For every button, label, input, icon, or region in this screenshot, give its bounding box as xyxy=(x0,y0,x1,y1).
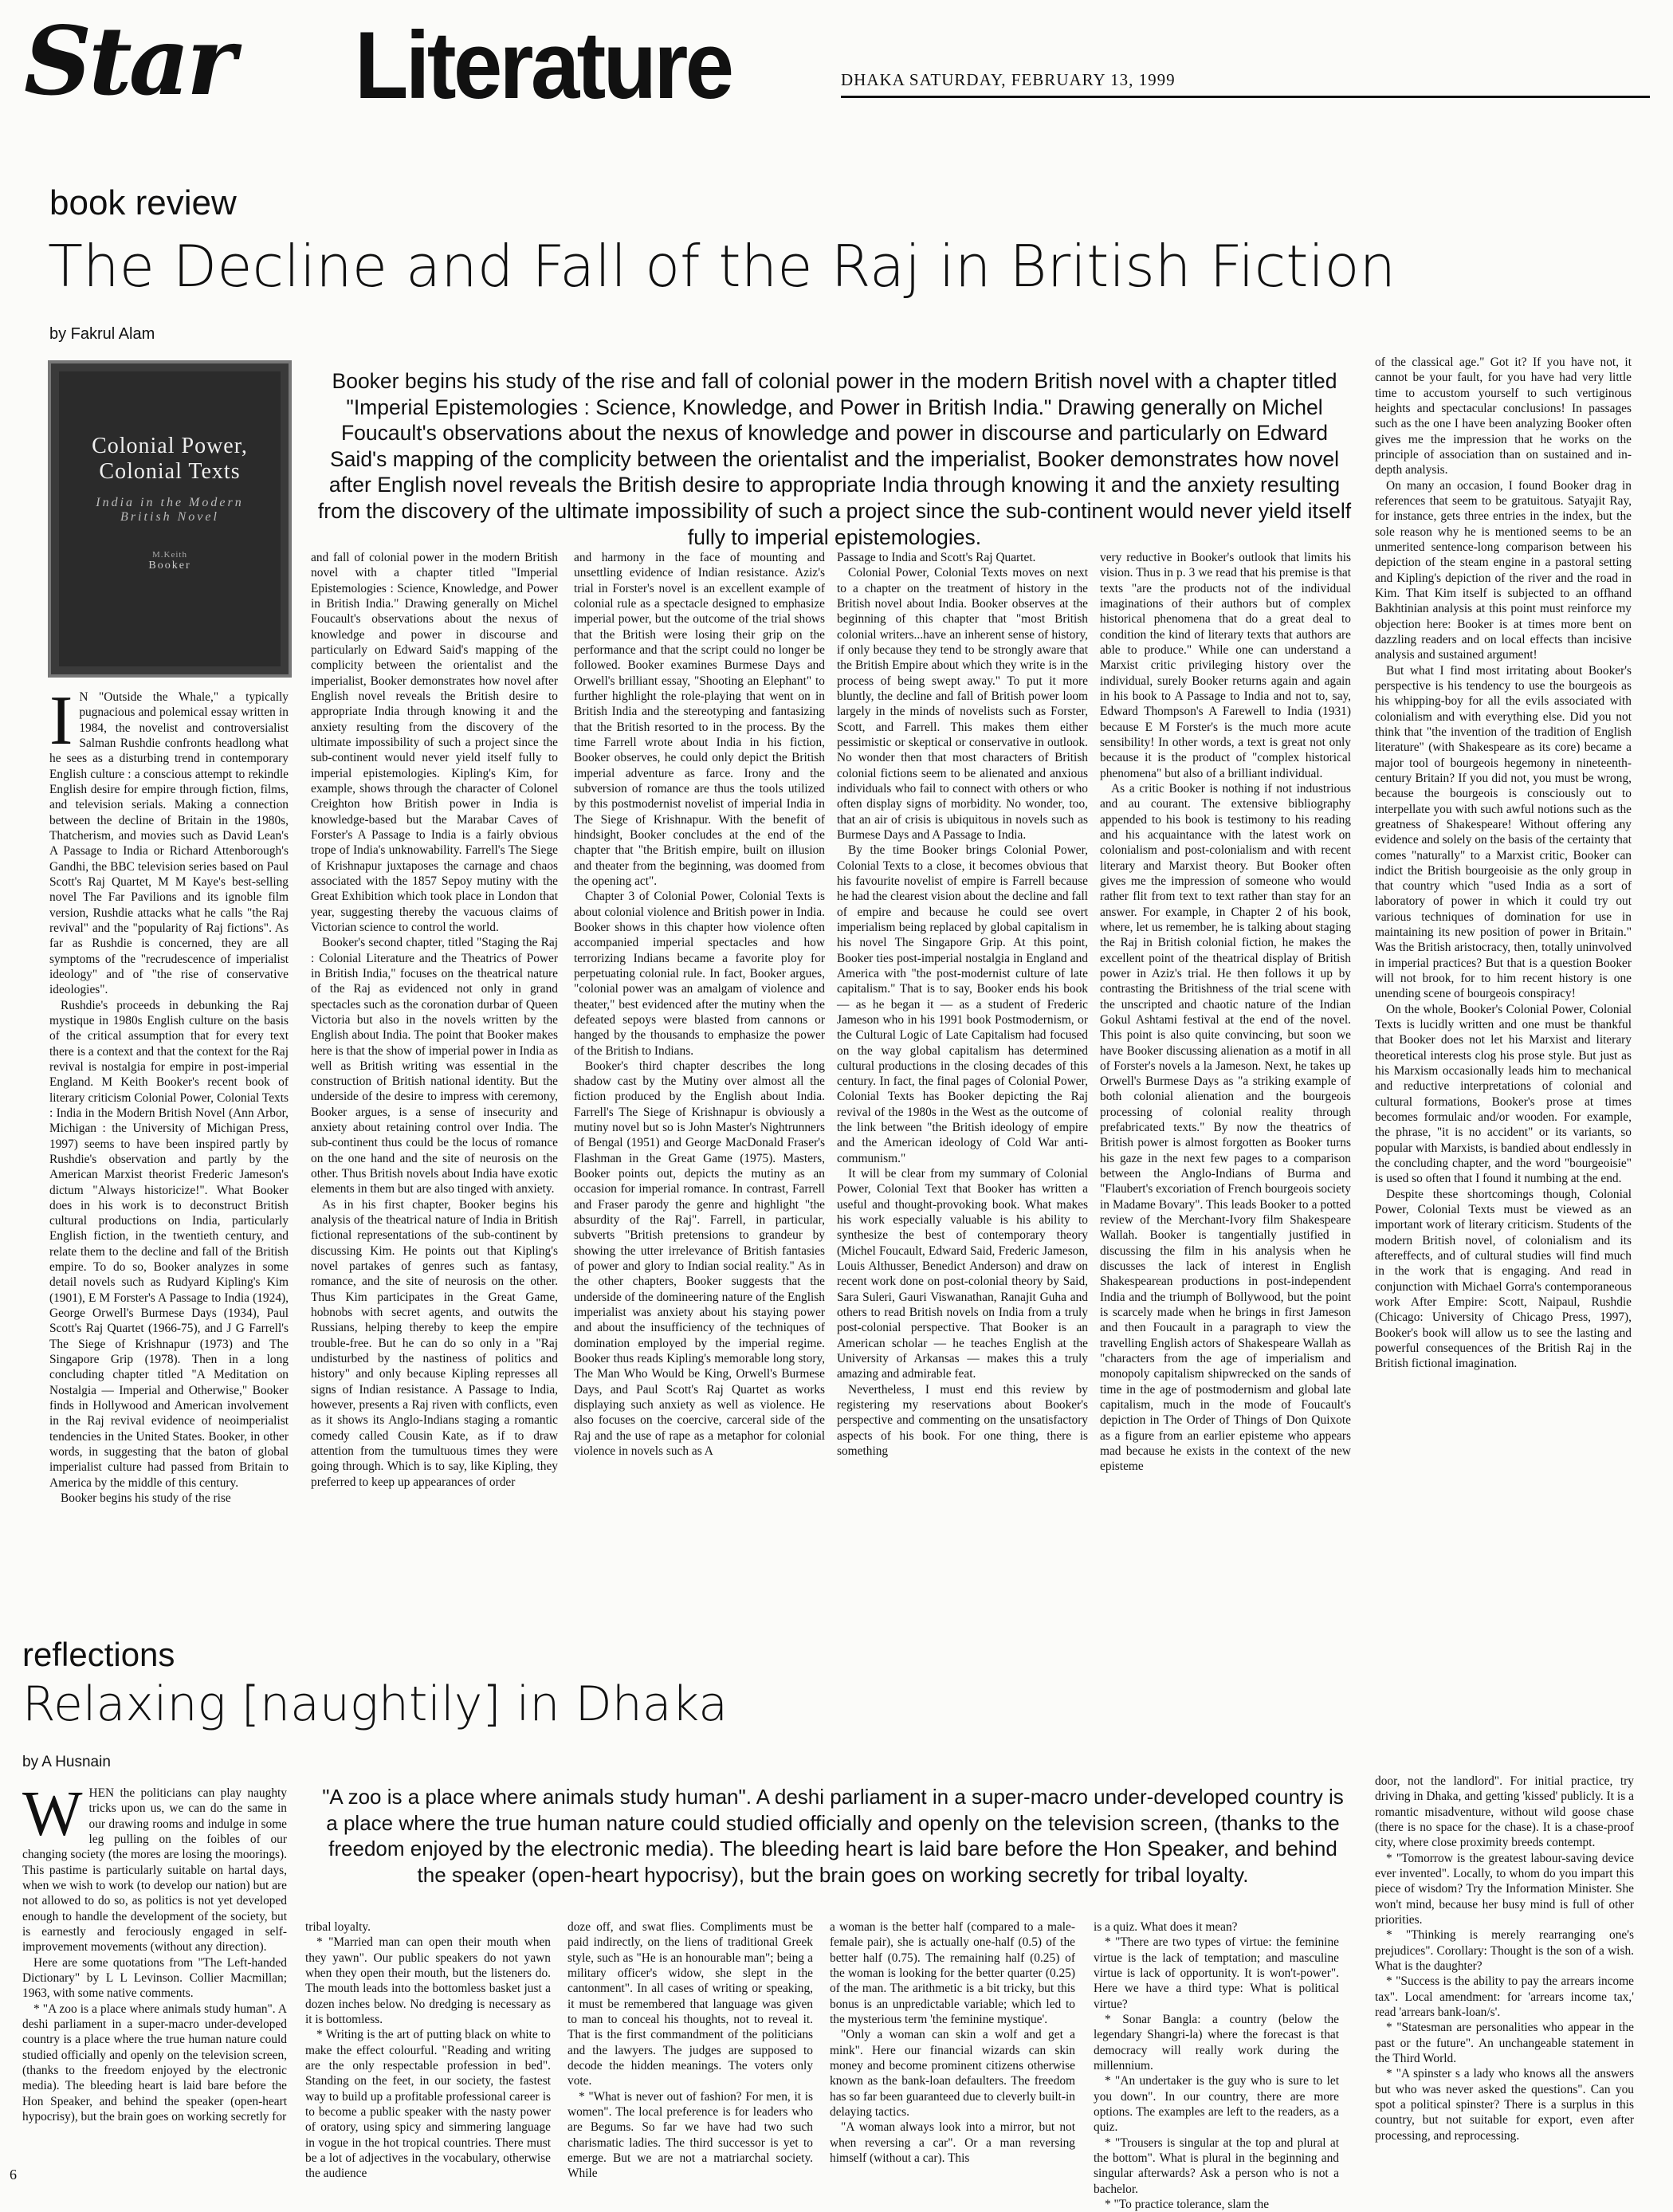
review-col4-para: Passage to India and Scott's Raj Quartet. xyxy=(837,551,1036,564)
reflections-col1-para: Here are some quotations from "The Left-handed Dictionary" by L L Levinson. Collier Macmillan; 1963, with some native comments. xyxy=(22,1955,287,2001)
reflections-col2-para: * Writing is the art of putting black on white to make the effect colourful. "Reading and writing are the only respectable profession in bed". Standing on the feet, in our society, the fastest way to build up a profitable professional career is to become a public speaker with the nasty power of oratory, using spicy and simmering language in vogue in the hot tropical countries. There must be a lot of adjectives in the vocabulary, otherwise the audience xyxy=(305,2028,551,2181)
review-col3-para: Chapter 3 of Colonial Power, Colonial Texts is about colonial violence and British power in India. Booker shows in this chapter how violence often accompanied imperial spectacles and how terrorizing Indians became a favorite ploy for perpetuating colonial rule. In fact, Booker argues, "colonial power was an amalgam of violence and theater," best evidenced after the mutiny when the defeated sepoys were blasted from cannons or hanged by the thousands to emphasize the power of the British to Indians. xyxy=(574,890,825,1058)
book-cover-subtitle-2: British Novel xyxy=(120,510,219,524)
reflections-col5-para: * "An undertaker is the guy who is sure to let you down". In our country, there are more options. The examples are left to the readers, as a quiz. xyxy=(1094,2074,1339,2135)
review-col4-para: It will be clear from my summary of Colonial Power, Colonial Text that Booker has written a useful and thought-provoking book. What makes his work especially valuable is his ability to synthesize the best of contemporary theory (Michel Foucault, Edward Said, Frederic Jameson, Louis Althusser, Benedict Anderson) and draw on recent work done on post-colonial theory by Said, Sara Suleri, Gauri Viswanathan, Ranajit Guha and others to read British novels on India from a truly post-colonial perspective. That Booker is an American scholar — he teaches English at the University of Arkansas — makes this a truly amazing and admirable feat. xyxy=(837,1167,1088,1381)
reflections-col2-para: * "Married man can open their mouth when they yawn". Our public speakers do not yawn when they open their mouth, but the listeners do. The mouth leads into the bottomless basket just a dozen inches below. No dredging is necessary as it is bottomless. xyxy=(305,1935,551,2026)
book-cover-author-2: Booker xyxy=(148,560,191,572)
reflections-col1-para: * "A zoo is a place where animals study human". A deshi parliament in a super-macro under-developed country is a place where the true human nature could studied officially and openly on the television screen, (thanks to the freedom enjoyed by the electronic media). The bleeding heart is laid bare before the Hon Speaker, and behind the speaker (open-heart hypocrisy), but the brain goes on working secretly for xyxy=(22,2002,287,2124)
review-column-3 xyxy=(574,550,825,1610)
reflections-col1-para: HEN the politicians can play naughty tricks upon us, we can do the same in our drawing rooms and indulge in some leg pulling on the foibles of our changing society (the mores are losing the moorings). This pastime is particularly suitable on hartal days, when we wish to work (to develop our nation) but are not allowed to do so, as politics is not yet developed enough to handle the development of the society, but is earnestly and ferociously engaged in self-improvement movements (without any direction). xyxy=(22,1786,287,1955)
reflections-column-6 xyxy=(1375,1774,1634,2168)
review-col4-para: Colonial Power, Colonial Texts moves on next to a chapter on the treatment of history in the British novel about India. Booker observes at the beginning of this chapter that "most British colonial writers...have an inherent sense of history, if only because they tend to be strongly aware that the British Empire about which they write is in the process of being swept away." To put it more bluntly, the decline and fall of British power loom largely in the minds of novelists such as Forster, Scott, and Farrell. This makes them either pessimistic or skeptical or conservative in outlook. No wonder then that most characters of British colonial fictions seem to be alienated and anxious individuals who fail to connect with others or who often display signs of morbidity. No wonder, too, that an air of crisis is ubiquitous in novels such as Burmese Days and A Passage to India. xyxy=(837,566,1088,842)
reflections-col6-para: * "Thinking is merely rearranging one's prejudices". Corollary: Thought is the son of a wish. What is the daughter? xyxy=(1375,1928,1634,1973)
book-cover-title-1: Colonial Power, xyxy=(92,434,248,458)
review-col6-para: But what I find most irritating about Booker's perspective is his tendency to use the bourgeois as his whipping-boy for all the evils associated with colonialism and with everything else. Did you not think that "the invention of the tradition of English literature" (with Shakespeare as its core) became a major tool of bourgeois hegemony in nineteenth-century Britain? If you did not, you must be wrong, because the bourgeois is consciously out to interpellate you with such awful notions such as the greatness of Shakespeare! Without offering any evidence and solely on the basis of the certainty that comes "naturally" to a Marxist critic, Booker can indict the British bourgeoisie as the only group in that country which "used India as a sort of laboratory of power in which it could try out various techniques of domination for use in maintaining its new position of power in Britain." Was the British aristocracy, then, totally uninvolved in imperial practices? But that is a question Booker will not brook, for to him recent history is one unending scene of bourgeois conspiracy! xyxy=(1375,663,1632,1001)
review-column-1 xyxy=(49,682,289,1610)
reflections-col3-para: doze off, and swat flies. Compliments must be paid indirectly, on the liens of traditional Greek style, such as "He is an honourable man"; being a military officer's widow, she slept in the cantonment". In all cases of writing or speaking, it must be remembered that language was given to man to conceal his thoughts, not to reveal it. That is the first commandment of the politicians and the lawyers. The judges are supposed to decode the hidden meanings. The voters only vote. xyxy=(567,1920,813,2088)
reflections-byline: by A Husnain xyxy=(22,1754,111,1770)
review-col3-para: Booker's third chapter describes the long shadow cast by the Mutiny over almost all the fiction produced by the English about India. Farrell's The Siege of Krishnapur is obviously a mutiny novel but so is John Master's Nightrunners of Bengal (1951) and George MacDonald Fraser's Flashman in the Great Game (1975). Masters, Booker points out, depicts the mutiny as an occasion for imperial romance. In contrast, Farrell and Fraser parody the genre and highlight "the absurdity of the Raj". Farrell, in particular, subverts "British pretensions to grandeur by showing the utter irrelevance of British fantasies of power and glory to Indian social reality." As in the other chapters, Booker suggests that the underside of the domineering nature of the English imperialist was anxiety about his staying power and about the insufficiency of the techniques of domination employed by the imperial regime. Booker thus reads Kipling's memorable long story, The Man Who Would be King, Orwell's Burmese Days, and Paul Scott's Raj Quartet as works displaying such anxiety as well as violence. He also focuses on the coercive, carceral side of the Raj and the use of rape as a metaphor for colonial violence in novels such as A xyxy=(574,1059,825,1459)
masthead-star-logo: Star xyxy=(24,6,234,116)
reflections-col4-para: "Only a woman can skin a wolf and get a mink". Here our financial wizards can skin money and become prominent citizens otherwise known as the bank-loan defaulters. The freedom has so far been guaranteed due to cleverly built-in delaying tactics. xyxy=(830,2028,1075,2119)
review-column-2 xyxy=(311,550,558,1610)
review-col5-para: As a critic Booker is nothing if not industrious and au courant. The extensive bibliography appended to his book is testimony to his reading and his acquaintance with the latest work on colonialism and post-colonialism and with recent literary and Marxist theory. But Booker often gives me the impression of someone who would rather flit from text to text rather than stay for an answer. For example, in Chapter 2 of his book, where, let us remember, he is talking about staging the Raj in British colonial fiction, he makes the excellent point of the theatrical display of British power in Aziz's trial. He then follows it up by contrasting the Britishness of the trial scene with the unscripted and chaotic nature of the Indian Gokul Ashtami festival at the end of the novel. This point is also quite convincing, but soon we have Booker discussing alienation as a motif in all of Forster's novels a la Jameson. Next, he takes up Orwell's Burmese Days as "a striking example of both colonial alienation and the bourgeois processing of colonial reality through prefabricated texts." By now the theatrics of British power is almost forgotten as Booker turns his gaze in the next few pages to a comparison between the Anglo-Indians of Burma and "Flaubert's excoriation of French bourgeois society in Madame Bovary". This leads Booker to a potted review of the Merchant-Ivory film Shakespeare Wallah. Booker is tangentially justified in discussing the film in his analysis when he discusses the lack of interest in English Shakespearean productions in post-independent India and the triumph of Bollywood, but the point is scarcely made when he brings in first Jameson and then Foucault in a paragraph to view the travelling English actors of Shakespeare Wallah as "characters from the age of imperialism and monopoly capitalism shipwrecked on the sands of time in the age of postmodernism and global late capitalism, much in the mode of Foucault's depiction in The Order of Things of Don Quixote as a figure from an earlier episteme who appears mad because he exists in the context of the new episteme xyxy=(1100,781,1351,1474)
review-column-5 xyxy=(1100,550,1351,1610)
reflections-column-2 xyxy=(305,1919,551,2181)
review-col6-para: On the whole, Booker's Colonial Power, Colonial Texts is lucidly written and one must be thankful that Booker does not let his Marxist and literary theoretical interests clog his prose style. But just as his Marxism occasionally leads him to mechanical and reductive interpretations of colonial and cultural formations, Booker's prose at times becomes formulaic and/or wooden. For example, the phrase, "it is no accident" or its variants, so popular with Marxists, is bandied about endlessly in the concluding chapter, and the word "bourgeoisie" is used so often that I found it numbing at the end. xyxy=(1375,1002,1632,1186)
book-cover-author-1: M.Keith xyxy=(152,550,187,560)
reflections-col6-para: * "Statesman are personalities who appear in the past or the future". An unchangeable statement in the Third World. xyxy=(1375,2021,1634,2065)
review-col1-para: Rushdie's proceeds in debunking the Raj mystique in 1980s English culture on the basis of the critical assumption that for every text there is a context and that the context for the Raj revival is nostalgia for empire in post-imperial England. M Keith Booker's recent book of literary criticism Colonial Power, Colonial Texts : India in the Modern British Novel (Ann Arbor, Michigan : the University of Michigan Press, 1997) seems to have been inspired partly by Rushdie's observation and partly by the American Marxist theorist Frederic Jameson's dictum "Always historicize!". What Booker does in his work is to deconstruct British cultural productions on India, particularly English fiction, in the twentieth century, and relate them to the decline and fall of the British empire. To do so, Booker analyzes in some detail novels such as Rudyard Kipling's Kim (1901), E M Forster's A Passage to India (1924), George Orwell's Burmese Days (1934), Paul Scott's Raj Quartet (1966-75), and J G Farrell's The Siege of Krishnapur (1973) and The Singapore Grip (1978). Then in a long concluding chapter titled "A Meditation on Nostalgia — Imperial and Otherwise," Booker finds in Hollywood and American involvement in the Raj revival evidence of neoimperialist tendencies in the United States. Booker, in other words, in suggesting that the baton of global imperialist culture had passed from Britain to America by the middle of this century. xyxy=(49,998,289,1490)
review-pull-quote: Booker begins his study of the rise and fall of colonial power in the modern British novel with a chapter titled "Imperial Epistemologies : Science, Knowledge, and Power in British India." Drawing generally on Michel Foucault's observations about the nexus of knowledge and power in discourse and particularly on Edward Said's mapping of the complicity between the orientalist and the imperialist, Booker demonstrates how novel after English novel reveals the British desire to appropriate India through knowing it and the anxiety resulting from the discovery of the ultimate impossibility of such a project since the sub-continent would never yield itself fully to imperial epistemologies. xyxy=(317,369,1352,549)
masthead-literature-title: Literature xyxy=(355,12,732,119)
book-cover-subtitle-1: India in the Modern xyxy=(96,496,244,509)
review-col3-para: and harmony in the face of mounting and unsettling evidence of Indian resistance. Aziz's trial in Forster's novel is an excellent example of colonial rule as a spectacle designed to emphasize imperial power, but the outcome of the trial shows that the British were losing their grip on the performance and that the script could no longer be followed. Booker examines Burmese Days and Orwell's brilliant essay, "Shooting an Elephant" to further highlight the role-playing that went on in British India and the stereotyping and fantasizing that the British resorted to in the process. By the time Farrell wrote about India in his fiction, Booker observes, he could only depict the British imperial adventure as farce. Irony and the subversion of romance are thus the tools utilized by this postmodernist novelist of imperial India in The Siege of Krishnapur. With the benefit of hindsight, Booker concludes at the end of the chapter that "the British empire, built on illusion and theater from the beginning, was doomed from the opening act". xyxy=(574,551,825,888)
reflections-pull-quote: "A zoo is a place where animals study human". A deshi parliament in a super-macro under-developed country is a place where the true human nature could studied officially and openly on the television screen, (thanks to the freedom enjoyed by the electronic media). The bleeding heart is laid bare before the Hon Speaker, and behind the speaker (open-heart hypocrisy), but the brain goes on working secretly for tribal loyalty. xyxy=(322,1785,1344,1887)
review-col6-para: On many an occasion, I found Booker drag in references that seem to be gratuitous. Satyajit Ray, for instance, gets three entries in the index, but the sole reason why he is mentioned seems to be an unmerited sentence-long comparison between his depiction of the steam engine in a pastoral setting and Kipling's depiction of the river and the road in Kim. That Kim itself is subjected to an offhand Bakhtinian analysis at this point must reinforce my objection here: Booker is at times more bent on dazzling readers and on local effects than incisive analysis and sustained argument! xyxy=(1375,478,1632,662)
reflections-col5-para: is a quiz. What does it mean? xyxy=(1094,1920,1238,1934)
reflections-col4-para: "A woman always look into a mirror, but not when reversing a car". Or a man reversing himself (without a car). This xyxy=(830,2120,1075,2165)
review-col6-para: Despite these shortcomings though, Colonial Power, Colonial Texts must be viewed as an important work of literary criticism. Students of the modern British novel, of colonialism and its aftereffects, and of cultural studies will find much in the work that is engaging. And read in conjunction with Michael Gorra's contemporaneous work After Empire: Scott, Naipaul, Rushdie (Chicago: University of Chicago Press, 1997), Booker's book will allow us to see the lasting and powerful consequences of the British Raj in the British fictional imagination. xyxy=(1375,1187,1632,1371)
book-cover-title-2: Colonial Texts xyxy=(99,459,241,484)
reflections-col4-para: a woman is the better half (compared to a male-female pair), she is actually one-half (0.5) of the better half (0.75). The remaining half (0.25) of the woman is looking for the better quarter (0.25) of the man. The arithmetic is a bit tricky, but this bonus is an unpredictable variable; which led to the mysterious term 'the feminine mystique'. xyxy=(830,1920,1075,2026)
reflections-column-5 xyxy=(1094,1919,1339,2211)
review-col5-para: very reductive in Booker's outlook that limits his vision. Thus in p. 3 we read that his premise is that texts "are the products not of the individual imaginations of their authors but of complex historical phenomena that do a great deal to condition the kind of literary texts that authors are able to produce." While one can understand a Marxist critic privileging history over the individual, surely Booker returns again and again in his book to A Passage to India and not to, say, Edward Thompson's A Farewell to India (1931) because E M Forster's is the much more acute sensibility! In other words, a text is great not only because it is the product of "complex historical phenomena" but also of a brilliant individual. xyxy=(1100,551,1351,780)
review-column-6 xyxy=(1375,355,1632,1610)
reflections-headline: Relaxing [naughtily] in Dhaka xyxy=(22,1676,728,1732)
reflections-col2-para: tribal loyalty. xyxy=(305,1920,371,1934)
reflections-dropcap: W xyxy=(22,1779,83,1849)
review-col2-para: Booker's second chapter, titled "Staging the Raj : Colonial Literature and the Theatrics of Power in British India," focuses on the theatrical nature of the Raj as evidenced not only in grand spectacles such as the coronation durbar of Queen Victoria but also in the novels written by the English about India. The point that Booker makes here is that the show of imperial power in India as well as British writing was essential in the construction of British national identity. But the underside of the desire to impress with ceremony, Booker argues, is a sense of insecurity and anxiety about retaining control over India. The sub-continent thus could be the locus of romance on the one hand and the site of neurosis on the other. Thus British novels about India have exotic elements in them but are also tinged with anxiety. xyxy=(311,936,558,1196)
review-column-4 xyxy=(837,550,1088,1610)
reflections-col5-para: * "There are two types of virtue: the feminine virtue is the lack of temptation; and masculine virtue is lack of opportunity. It is won't-power". Here we have a third type: What is political virtue? xyxy=(1094,1935,1339,2011)
review-col4-para: Nevertheless, I must end this review by registering my reservations about Booker's perspective and commenting on the unsatisfactory aspects of his book. For one thing, there is something xyxy=(837,1382,1088,1459)
section-kicker-book-review: book review xyxy=(49,183,237,222)
section-kicker-reflections: reflections xyxy=(22,1636,175,1673)
reflections-column-3 xyxy=(567,1919,813,2181)
reflections-col6-para: door, not the landlord". For initial practice, try driving in Dhaka, and getting 'kissed' publicly. It is a romantic misadventure, without wild goose chase (there is no space for the chase). It is a chase-proof city, where close proximity breeds contempt. xyxy=(1375,1774,1634,1850)
reflections-col5-para: * "Trousers is singular at the top and plural at the bottom". What is plural in the beginning and singular afterwards? Ask a person who is not a bachelor. xyxy=(1094,2135,1339,2196)
reflections-col6-para: * "Tomorrow is the greatest labour-saving device ever invented". Locally, to whom do you impart this piece of wisdom? Try the Information Minister. She won't mind, because her busy mind is full of other priorities. xyxy=(1375,1851,1634,1927)
masthead-rule xyxy=(841,96,1650,98)
reflections-column-4 xyxy=(830,1919,1075,2168)
review-byline: by Fakrul Alam xyxy=(49,325,155,343)
reflections-column-1 xyxy=(22,1779,287,2168)
review-col2-para: As in his first chapter, Booker begins his analysis of the theatrical nature of India in British fictional representations of the sub-continent by discussing Kim. He points out that Kipling's novel partakes of genres such as fantasy, romance, and the site of neurosis on the other. Thus Kim participates in the Great Game, hobnobs with secret agents, and outwits the Russians, helping thereby to keep the empire trouble-free. But he can do so only in a "Raj undisturbed by the nastiness of politics and history" and only because Kipling represses all signs of Indian resistance. A Passage to India, however, presents a Raj riven with conflicts, even as it shows its Anglo-Indians staging a romantic comedy called Cousin Kate, as if to draw attention from the tumultuous times they were going through. Which is to say, like Kipling, they preferred to keep up appearances of order xyxy=(311,1197,558,1489)
reflections-col6-para: * "Success is the ability to pay the arrears income tax". Local amendment: for 'arrears income tax,' read 'arrears bank-loan/s'. xyxy=(1375,1974,1634,2019)
review-dropcap: I xyxy=(49,682,73,760)
page-number: 6 xyxy=(10,2167,17,2183)
review-col4-para: By the time Booker brings Colonial Power, Colonial Texts to a close, it becomes obvious that his favourite novelist of empire is Farrell because he had the clearest vision about the decline and fall of empire and because he could see overt imperialism being replaced by global capitalism in his novel The Singapore Grip. At this point, Booker ties post-imperial nostalgia in England and America with "the post-modernist culture of late capitalism." That is to say, Booker ends his book — as he began it — as a student of Frederic Jameson who in his 1991 book Postmodernism, or the Cultural Logic of Late Capitalism had focused on the way global capitalism has determined cultural productions in the closing decades of this century. In fact, the final pages of Colonial Power, Colonial Texts has Booker depicting the Raj revival of the 1980s in the West as the outcome of the link between "the British ideology of empire and the American ideology of Cold War anti-communism." xyxy=(837,843,1088,1165)
review-col2-para: and fall of colonial power in the modern British novel with a chapter titled "Imperial Epistemologies : Science, Knowledge, and Power in British India." Drawing generally on Michel Foucault's observations about the nexus of knowledge and power in discourse and particularly on Edward Said's mapping of the complicity between the orientalist and the imperialist, Booker demonstrates how novel after English novel reveals the British desire to appropriate India through knowing it and the anxiety resulting from the discovery of the ultimate impossibility of such a project since the sub-continent would never yield itself fully to imperial epistemologies. Kipling's Kim, for example, shows through the character of Colonel Creighton how British power in India is knowledge-based but the Marabar Caves of Forster's A Passage to India is a fairly obvious trope of India's unknowability. Farrell's The Siege of Krishnapur juxtaposes the carnage and chaos associated with the 1857 Sepoy mutiny with the Great Exhibition which took place in London that year, suggesting thereby the vacuous claims of Victorian science to control the world. xyxy=(311,551,558,934)
reflections-col5-para: * Sonar Bangla: a country (below the legendary Shangri-la) where the forecast is that democracy will really work during the millennium. xyxy=(1094,2012,1339,2073)
review-headline: The Decline and Fall of the Raj in British Fiction xyxy=(48,233,1396,300)
reflections-col5-para: * "To practice tolerance, slam the xyxy=(1105,2197,1270,2211)
reflections-col6-para: * "A spinster s a lady who knows all the answers but who was never asked the questions". Can you spot a political spinster? There is a surplus in this country, but not suitable for export, even after processing, and reprocessing. xyxy=(1375,2067,1634,2143)
book-cover-image xyxy=(48,360,292,678)
review-col1-para: Booker begins his study of the rise xyxy=(61,1491,231,1506)
reflections-col3-para: * "What is never out of fashion? For men, it is women". The local preference is for leaders who are Begums. So far we have had two such charismatic ladies. The third successor is yet to emerge. But we are not a matriarchal society. While xyxy=(567,2089,813,2181)
review-col6-para: of the classical age." Got it? If you have not, it cannot be your fault, for you have had very little time to accustom yourself to such vertiginous heights and spectacular conclusions! In passages such as the one I have been analyzing Booker often gives me the impression that he works on the principle of association than on sustained and in-depth analysis. xyxy=(1375,356,1632,477)
review-col1-para: N "Outside the Whale," a typically pugnacious and polemical essay written in 1984, the novelist and controversialist Salman Rushdie confronts headlong what he sees as a disturbing trend in contemporary English culture : a conscious attempt to rekindle English desire for empire through fiction, films, and television serials. Making a connection between the decline of Britain in the 1980s, Thatcherism, and movies such as David Lean's A Passage to India or Richard Attenborough's Gandhi, the BBC television series based on Paul Scott's Raj Quartet, M M Kaye's best-selling novel The Far Pavilions and its ignoble film version, Rushdie attacks what he calls "the Raj revival" and the "popularity of Raj fictions". As far as Rushdie is concerned, they are all symptoms of the "recrudescence of imperialist ideology" and of "the rise of conservative ideologies". xyxy=(49,690,289,997)
dateline: DHAKA SATURDAY, FEBRUARY 13, 1999 xyxy=(841,70,1176,89)
